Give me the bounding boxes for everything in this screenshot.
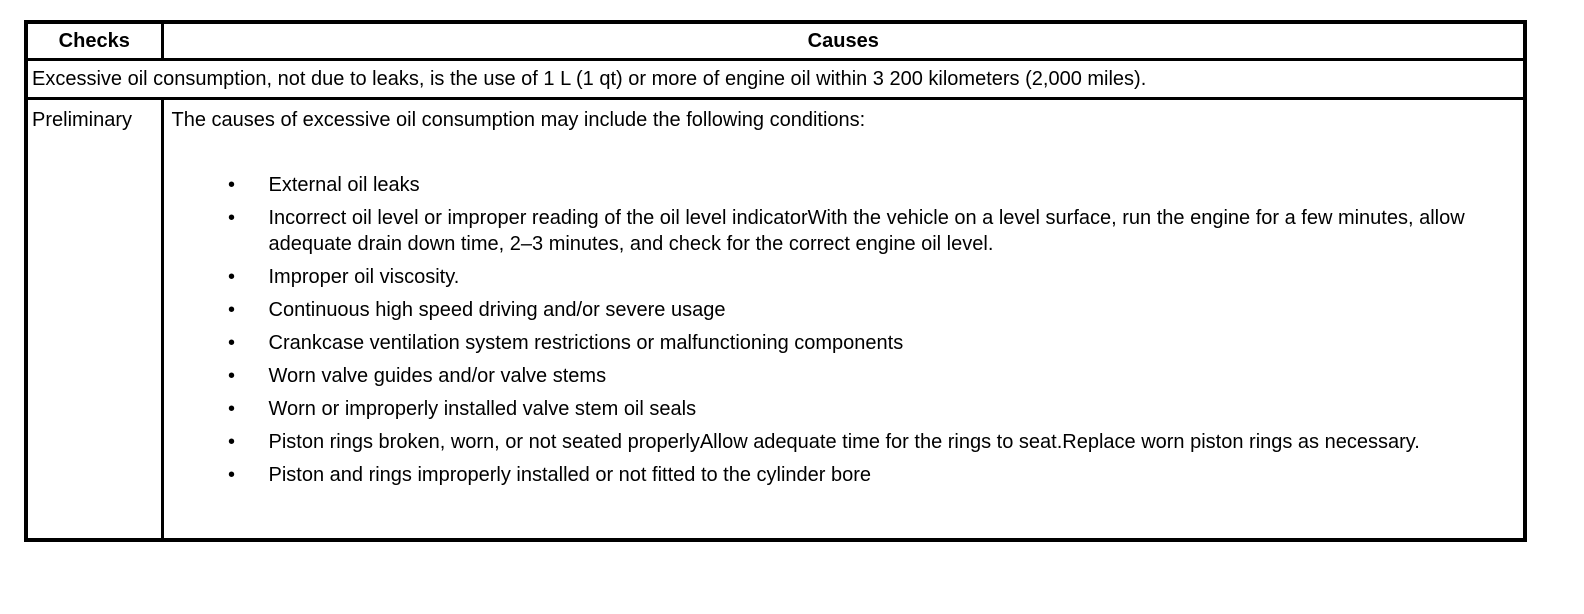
cause-item-text: Piston and rings improperly installed or not fitted to the cylinder bore <box>268 464 872 486</box>
header-row <box>26 22 1525 60</box>
cause-item <box>172 330 1514 356</box>
causes-cell <box>162 99 1525 541</box>
bullet-icon: • <box>227 299 235 321</box>
preliminary-row <box>26 99 1525 541</box>
cause-item <box>172 396 1514 422</box>
check-cell: Preliminary <box>26 99 162 541</box>
causes-lead-text: The causes of excessive oil consumption may include the following conditions: <box>171 109 866 131</box>
cause-item <box>172 462 1514 488</box>
bullet-icon: • <box>227 207 235 229</box>
bullet-icon: • <box>227 266 235 288</box>
cause-item-text: Continuous high speed driving and/or severe usage <box>268 299 726 321</box>
bullet-icon: • <box>227 365 235 387</box>
cause-item <box>172 429 1514 455</box>
cause-item-text: Worn valve guides and/or valve stems <box>268 365 607 387</box>
bullet-icon: • <box>227 464 235 486</box>
causes-list <box>172 172 1514 488</box>
cause-item <box>172 172 1514 198</box>
bullet-icon: • <box>227 332 235 354</box>
cause-item-text: Piston rings broken, worn, or not seated properlyAllow adequate time for the rings to seat.Replace worn piston rings as necessary. <box>268 431 1420 453</box>
cause-item-text: Incorrect oil level or improper reading of the oil level indicatorWith the vehicle on a level surface, run the engine for a few minutes, allow adequate drain down time, 2–3 minutes, and check for the correct engine oil level. <box>268 207 1465 255</box>
bullet-icon: • <box>227 431 235 453</box>
checks-column-header: Checks <box>26 22 162 60</box>
intro-text: Excessive oil consumption, not due to leaks, is the use of 1 L (1 qt) or more of engine oil within 3 200 kilometers (2,000 miles). <box>26 60 1525 99</box>
cause-item-text: Improper oil viscosity. <box>268 266 460 288</box>
intro-row <box>26 60 1525 99</box>
bullet-icon: • <box>227 174 235 196</box>
cause-item <box>172 297 1514 323</box>
cause-item <box>172 205 1514 257</box>
bullet-icon: • <box>227 398 235 420</box>
causes-column-header: Causes <box>162 22 1525 60</box>
cause-item-text: External oil leaks <box>268 174 420 196</box>
cause-item-text: Crankcase ventilation system restrictions or malfunctioning components <box>268 332 904 354</box>
cause-item-text: Worn or improperly installed valve stem oil seals <box>268 398 697 420</box>
diagnostic-table <box>24 20 1527 542</box>
cause-item <box>172 363 1514 389</box>
cause-item <box>172 264 1514 290</box>
